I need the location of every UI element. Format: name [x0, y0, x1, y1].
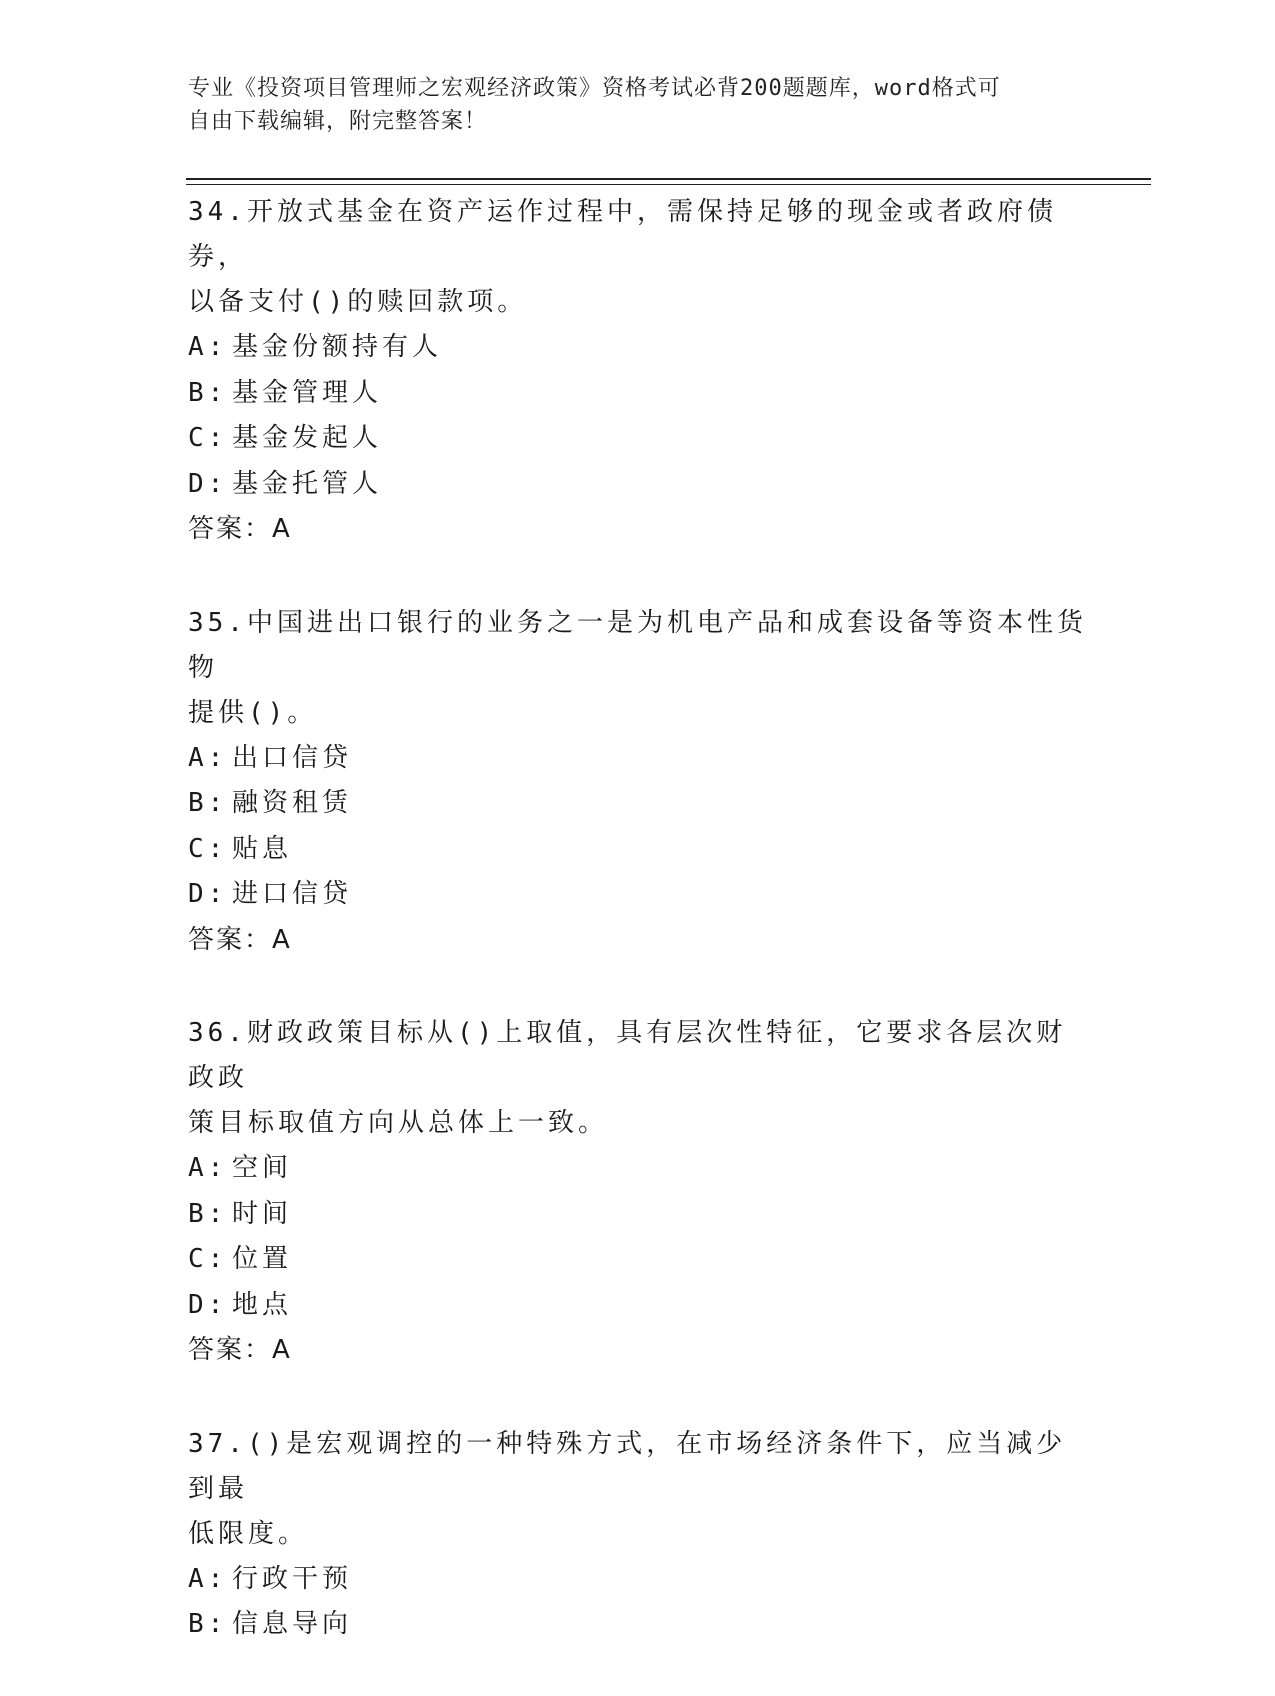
question-34 — [188, 190, 1088, 553]
question-stem-line-1: 37.()是宏观调控的一种特殊方式，在市场经济条件下，应当减少到最 — [188, 1428, 1067, 1504]
option-text: 信息导向 — [232, 1609, 353, 1639]
answer-line: 答案：A — [188, 514, 292, 544]
option-d — [188, 462, 1088, 508]
question-stem-line-1: 36.财政政策目标从()上取值，具有层次性特征，它要求各层次财政政 — [188, 1018, 1067, 1093]
question-stem — [188, 601, 1088, 736]
option-d — [188, 1283, 1088, 1329]
question-37 — [188, 1422, 1088, 1648]
question-stem-line-1: 34.开放式基金在资产运作过程中，需保持足够的现金或者政府债券， — [188, 197, 1057, 272]
question-36 — [188, 1011, 1088, 1374]
option-text: 基金份额持有人 — [232, 332, 443, 362]
option-letter: C: — [188, 423, 228, 453]
option-c — [188, 416, 1088, 462]
option-text: 出口信贷 — [232, 742, 353, 773]
option-text: 基金发起人 — [232, 423, 383, 453]
option-text: 位置 — [232, 1244, 293, 1274]
question-list — [188, 190, 1088, 1696]
header-line-1: 专业《投资项目管理师之宏观经济政策》资格考试必背200题题库，word格式可 — [188, 76, 1001, 101]
option-text: 空间 — [232, 1153, 293, 1183]
option-letter: A: — [188, 1153, 228, 1183]
header-line-2: 自由下载编辑，附完整答案！ — [188, 109, 488, 134]
option-text: 融资租赁 — [232, 788, 353, 818]
option-b — [188, 371, 1088, 417]
question-stem-line-2: 低限度。 — [188, 1518, 309, 1549]
option-letter: A: — [188, 332, 228, 362]
answer-line: 答案：A — [188, 1335, 292, 1365]
option-d — [188, 872, 1088, 918]
option-text: 地点 — [232, 1289, 293, 1320]
option-b — [188, 1602, 1088, 1648]
option-text: 基金管理人 — [232, 377, 383, 408]
question-stem — [188, 1011, 1088, 1146]
option-letter: B: — [188, 788, 228, 818]
option-a — [188, 736, 1088, 782]
option-text: 进口信贷 — [232, 879, 353, 909]
option-text: 行政干预 — [232, 1563, 353, 1594]
option-a — [188, 1146, 1088, 1192]
question-stem — [188, 1422, 1088, 1557]
option-letter: A: — [188, 1563, 228, 1594]
option-letter: D: — [188, 879, 228, 909]
option-letter: D: — [188, 468, 228, 499]
option-letter: B: — [188, 1198, 228, 1229]
document-header — [188, 72, 1068, 138]
option-letter: D: — [188, 1289, 228, 1320]
option-letter: A: — [188, 742, 228, 773]
option-a — [188, 1557, 1088, 1603]
option-text: 基金托管人 — [232, 468, 383, 499]
option-b — [188, 781, 1088, 827]
question-stem-line-2: 以备支付()的赎回款项。 — [188, 287, 528, 317]
header-divider-thin — [186, 184, 1151, 185]
option-letter: B: — [188, 377, 228, 408]
option-letter: C: — [188, 833, 228, 864]
option-letter: C: — [188, 1244, 228, 1274]
option-c — [188, 1237, 1088, 1283]
header-divider-thick — [186, 178, 1151, 180]
answer-line: 答案：A — [188, 924, 292, 955]
option-c — [188, 827, 1088, 873]
question-35 — [188, 601, 1088, 964]
question-stem-line-2: 策目标取值方向从总体上一致。 — [188, 1108, 609, 1138]
option-letter: B: — [188, 1609, 228, 1639]
option-text: 时间 — [232, 1198, 293, 1229]
option-b — [188, 1192, 1088, 1238]
question-stem-line-2: 提供()。 — [188, 697, 318, 728]
option-a — [188, 325, 1088, 371]
question-stem-line-1: 35.中国进出口银行的业务之一是为机电产品和成套设备等资本性货物 — [188, 607, 1087, 683]
question-stem — [188, 190, 1088, 325]
option-text: 贴息 — [232, 833, 293, 864]
